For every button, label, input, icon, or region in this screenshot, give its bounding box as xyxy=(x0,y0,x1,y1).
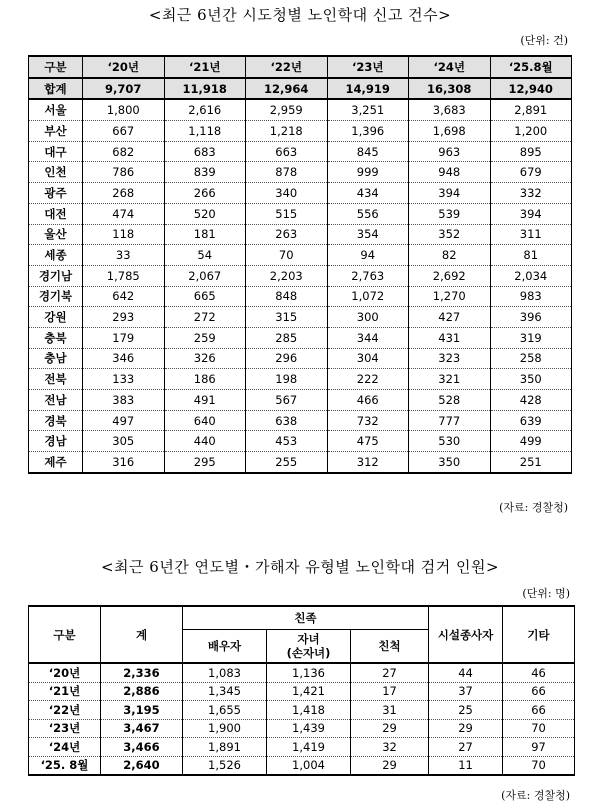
table-cell: 394 xyxy=(490,203,572,224)
table-cell: 293 xyxy=(83,307,165,328)
table-row xyxy=(29,663,575,682)
table-cell: 2,203 xyxy=(246,265,328,286)
table-row xyxy=(29,431,572,452)
table-cell: 567 xyxy=(246,390,328,411)
row-label: 경기남 xyxy=(29,265,83,286)
table-cell: 1,785 xyxy=(83,265,165,286)
table-cell: 1,419 xyxy=(267,738,351,757)
table-cell: 12,940 xyxy=(490,78,572,100)
table-cell: 642 xyxy=(83,286,165,307)
table-cell: 46 xyxy=(503,663,575,682)
row-label: 경기북 xyxy=(29,286,83,307)
table-cell: 44 xyxy=(429,663,503,682)
row-label: ‘20년 xyxy=(29,663,101,682)
table-cell: 777 xyxy=(409,410,491,431)
table-cell: 94 xyxy=(327,245,409,266)
table-cell: 2,034 xyxy=(490,265,572,286)
table-row xyxy=(29,682,575,701)
table-cell: 1,218 xyxy=(246,121,328,142)
table-cell: 1,004 xyxy=(267,756,351,775)
table-cell: 9,707 xyxy=(83,78,165,100)
table-cell: 272 xyxy=(164,307,246,328)
table-cell: 539 xyxy=(409,203,491,224)
row-label: 부산 xyxy=(29,121,83,142)
table-cell: 32 xyxy=(351,738,429,757)
table-cell: 266 xyxy=(164,183,246,204)
table-cell: 431 xyxy=(409,327,491,348)
table-cell: 319 xyxy=(490,327,572,348)
table-cell: 186 xyxy=(164,369,246,390)
table-cell: 81 xyxy=(490,245,572,266)
row-label: 전남 xyxy=(29,390,83,411)
table-row xyxy=(29,719,575,738)
table-cell: 29 xyxy=(351,756,429,775)
table-cell: 311 xyxy=(490,224,572,245)
table-cell: 453 xyxy=(246,431,328,452)
table-cell: 70 xyxy=(246,245,328,266)
table-cell: 434 xyxy=(327,183,409,204)
table-row xyxy=(29,265,572,286)
table-cell: 1,418 xyxy=(267,701,351,720)
table-cell: 848 xyxy=(246,286,328,307)
row-label: 경북 xyxy=(29,410,83,431)
table-cell: 179 xyxy=(83,327,165,348)
row-label: 서울 xyxy=(29,99,83,120)
row-label: 제주 xyxy=(29,452,83,473)
table-cell: 258 xyxy=(490,348,572,369)
table-cell: 3,467 xyxy=(101,719,183,738)
table-cell: 350 xyxy=(490,369,572,390)
table-header-row xyxy=(29,606,575,630)
table-cell: 340 xyxy=(246,183,328,204)
table-cell: 268 xyxy=(83,183,165,204)
table-cell: 1,270 xyxy=(409,286,491,307)
table-cell: 27 xyxy=(429,738,503,757)
child-label: 자녀 xyxy=(297,632,320,646)
row-label: 경남 xyxy=(29,431,83,452)
table-cell: 133 xyxy=(83,369,165,390)
table-cell: 255 xyxy=(246,452,328,473)
table-cell: 1,800 xyxy=(83,99,165,120)
table-cell: 3,466 xyxy=(101,738,183,757)
table-cell: 530 xyxy=(409,431,491,452)
table-cell: 2,640 xyxy=(101,756,183,775)
table-cell: 315 xyxy=(246,307,328,328)
table-cell: 323 xyxy=(409,348,491,369)
table-cell: 11 xyxy=(429,756,503,775)
table-cell: 520 xyxy=(164,203,246,224)
column-header: ‘20년 xyxy=(83,56,165,78)
table-cell: 181 xyxy=(164,224,246,245)
table-cell: 732 xyxy=(327,410,409,431)
column-header-relative: 친척 xyxy=(351,630,429,664)
table-cell: 12,964 xyxy=(246,78,328,100)
table2-source: (자료: 경찰청) xyxy=(501,789,570,802)
table-cell: 639 xyxy=(490,410,572,431)
column-header-category: 구분 xyxy=(29,606,101,663)
table-cell: 475 xyxy=(327,431,409,452)
table-row xyxy=(29,286,572,307)
table-cell: 37 xyxy=(429,682,503,701)
row-label: 대전 xyxy=(29,203,83,224)
table-cell: 316 xyxy=(83,452,165,473)
table-cell: 300 xyxy=(327,307,409,328)
table-cell: 474 xyxy=(83,203,165,224)
table-cell: 2,886 xyxy=(101,682,183,701)
table-cell: 1,655 xyxy=(183,701,267,720)
table-cell: 263 xyxy=(246,224,328,245)
table-cell: 312 xyxy=(327,452,409,473)
row-label: 전북 xyxy=(29,369,83,390)
table-cell: 1,118 xyxy=(164,121,246,142)
table-cell: 31 xyxy=(351,701,429,720)
table1-title: <최근 6년간 시도청별 노인학대 신고 건수> xyxy=(148,6,452,24)
total-row xyxy=(29,78,572,100)
table-cell: 70 xyxy=(503,756,575,775)
table-cell: 1,345 xyxy=(183,682,267,701)
table-cell: 344 xyxy=(327,327,409,348)
table-row xyxy=(29,452,572,473)
table-cell: 394 xyxy=(409,183,491,204)
table-cell: 346 xyxy=(83,348,165,369)
table-cell: 2,336 xyxy=(101,663,183,682)
table-cell: 556 xyxy=(327,203,409,224)
arrest-count-table xyxy=(28,605,575,776)
table-row xyxy=(29,410,572,431)
table-cell: 25 xyxy=(429,701,503,720)
table-cell: 29 xyxy=(351,719,429,738)
table-cell: 396 xyxy=(490,307,572,328)
table-cell: 70 xyxy=(503,719,575,738)
column-header-other: 기타 xyxy=(503,606,575,663)
table-row xyxy=(29,369,572,390)
row-label: 세종 xyxy=(29,245,83,266)
table-cell: 305 xyxy=(83,431,165,452)
table-cell: 11,918 xyxy=(164,78,246,100)
table-row xyxy=(29,224,572,245)
table-row xyxy=(29,701,575,720)
table-row xyxy=(29,183,572,204)
table-cell: 326 xyxy=(164,348,246,369)
table1-unit: (단위: 건) xyxy=(520,34,568,47)
table-cell: 3,195 xyxy=(101,701,183,720)
table-cell: 528 xyxy=(409,390,491,411)
table-cell: 1,891 xyxy=(183,738,267,757)
column-header-family: 친족 xyxy=(183,606,429,630)
column-header: ‘24년 xyxy=(409,56,491,78)
table-cell: 440 xyxy=(164,431,246,452)
table-cell: 845 xyxy=(327,141,409,162)
table-cell: 251 xyxy=(490,452,572,473)
row-label: ‘21년 xyxy=(29,682,101,701)
table-cell: 499 xyxy=(490,431,572,452)
table-cell: 2,616 xyxy=(164,99,246,120)
row-label: 합계 xyxy=(29,78,83,100)
table-cell: 3,683 xyxy=(409,99,491,120)
table-cell: 1,421 xyxy=(267,682,351,701)
table-cell: 1,439 xyxy=(267,719,351,738)
table-cell: 427 xyxy=(409,307,491,328)
table2-unit: (단위: 명) xyxy=(522,587,570,600)
table-cell: 2,763 xyxy=(327,265,409,286)
table-cell: 354 xyxy=(327,224,409,245)
table-cell: 491 xyxy=(164,390,246,411)
table-cell: 665 xyxy=(164,286,246,307)
table-cell: 29 xyxy=(429,719,503,738)
table-cell: 679 xyxy=(490,162,572,183)
table-cell: 321 xyxy=(409,369,491,390)
row-label: ‘22년 xyxy=(29,701,101,720)
table-cell: 1,396 xyxy=(327,121,409,142)
table-row xyxy=(29,203,572,224)
table-cell: 17 xyxy=(351,682,429,701)
row-label: 울산 xyxy=(29,224,83,245)
table-cell: 878 xyxy=(246,162,328,183)
table-cell: 663 xyxy=(246,141,328,162)
row-label: 인천 xyxy=(29,162,83,183)
table-row xyxy=(29,307,572,328)
table-cell: 2,959 xyxy=(246,99,328,120)
table-row xyxy=(29,327,572,348)
table-cell: 2,067 xyxy=(164,265,246,286)
table-cell: 1,200 xyxy=(490,121,572,142)
table-cell: 14,919 xyxy=(327,78,409,100)
column-header-spouse: 배우자 xyxy=(183,630,267,664)
row-label: ‘24년 xyxy=(29,738,101,757)
table-header-row xyxy=(29,56,572,78)
table-row xyxy=(29,348,572,369)
table-cell: 1,900 xyxy=(183,719,267,738)
row-label: 강원 xyxy=(29,307,83,328)
table-cell: 428 xyxy=(490,390,572,411)
table-cell: 515 xyxy=(246,203,328,224)
column-header: ‘22년 xyxy=(246,56,328,78)
table-cell: 1,072 xyxy=(327,286,409,307)
table-cell: 1,698 xyxy=(409,121,491,142)
column-header-facility: 시설종사자 xyxy=(429,606,503,663)
report-count-table xyxy=(28,55,572,474)
table-cell: 638 xyxy=(246,410,328,431)
table-row xyxy=(29,245,572,266)
table-cell: 640 xyxy=(164,410,246,431)
table-cell: 948 xyxy=(409,162,491,183)
table-cell: 82 xyxy=(409,245,491,266)
table-cell: 16,308 xyxy=(409,78,491,100)
table-cell: 999 xyxy=(327,162,409,183)
column-header-total: 계 xyxy=(101,606,183,663)
table-cell: 118 xyxy=(83,224,165,245)
row-label: 충남 xyxy=(29,348,83,369)
table-cell: 3,251 xyxy=(327,99,409,120)
table-row xyxy=(29,99,572,120)
table-cell: 895 xyxy=(490,141,572,162)
table-cell: 295 xyxy=(164,452,246,473)
table-cell: 97 xyxy=(503,738,575,757)
table-cell: 66 xyxy=(503,701,575,720)
table-row xyxy=(29,121,572,142)
table-cell: 1,526 xyxy=(183,756,267,775)
row-label: 대구 xyxy=(29,141,83,162)
table-cell: 983 xyxy=(490,286,572,307)
table-cell: 33 xyxy=(83,245,165,266)
table-cell: 963 xyxy=(409,141,491,162)
table-cell: 66 xyxy=(503,682,575,701)
table-cell: 27 xyxy=(351,663,429,682)
table-cell: 304 xyxy=(327,348,409,369)
column-header: 구분 xyxy=(29,56,83,78)
table-cell: 350 xyxy=(409,452,491,473)
table-cell: 352 xyxy=(409,224,491,245)
table-cell: 222 xyxy=(327,369,409,390)
table-cell: 497 xyxy=(83,410,165,431)
table-row xyxy=(29,738,575,757)
row-label: ‘25. 8월 xyxy=(29,756,101,775)
column-header-child xyxy=(267,630,351,664)
table-cell: 198 xyxy=(246,369,328,390)
table-cell: 332 xyxy=(490,183,572,204)
table-cell: 2,891 xyxy=(490,99,572,120)
table-cell: 383 xyxy=(83,390,165,411)
table-row xyxy=(29,141,572,162)
table-row xyxy=(29,390,572,411)
column-header: ‘23년 xyxy=(327,56,409,78)
table-cell: 259 xyxy=(164,327,246,348)
table-cell: 54 xyxy=(164,245,246,266)
grandchild-label: (손자녀) xyxy=(286,646,331,660)
table-cell: 667 xyxy=(83,121,165,142)
table-cell: 1,083 xyxy=(183,663,267,682)
row-label: 충북 xyxy=(29,327,83,348)
table1-source: (자료: 경찰청) xyxy=(499,501,568,514)
table-cell: 682 xyxy=(83,141,165,162)
table-cell: 296 xyxy=(246,348,328,369)
table-row xyxy=(29,162,572,183)
row-label: ‘23년 xyxy=(29,719,101,738)
table-cell: 839 xyxy=(164,162,246,183)
table-cell: 2,692 xyxy=(409,265,491,286)
row-label: 광주 xyxy=(29,183,83,204)
table-cell: 1,136 xyxy=(267,663,351,682)
table2-title: <최근 6년간 연도별・가해자 유형별 노인학대 검거 인원> xyxy=(100,558,500,576)
table-row xyxy=(29,756,575,775)
table-cell: 683 xyxy=(164,141,246,162)
column-header: ‘25.8월 xyxy=(490,56,572,78)
column-header: ‘21년 xyxy=(164,56,246,78)
table-cell: 786 xyxy=(83,162,165,183)
table-cell: 285 xyxy=(246,327,328,348)
table-cell: 466 xyxy=(327,390,409,411)
